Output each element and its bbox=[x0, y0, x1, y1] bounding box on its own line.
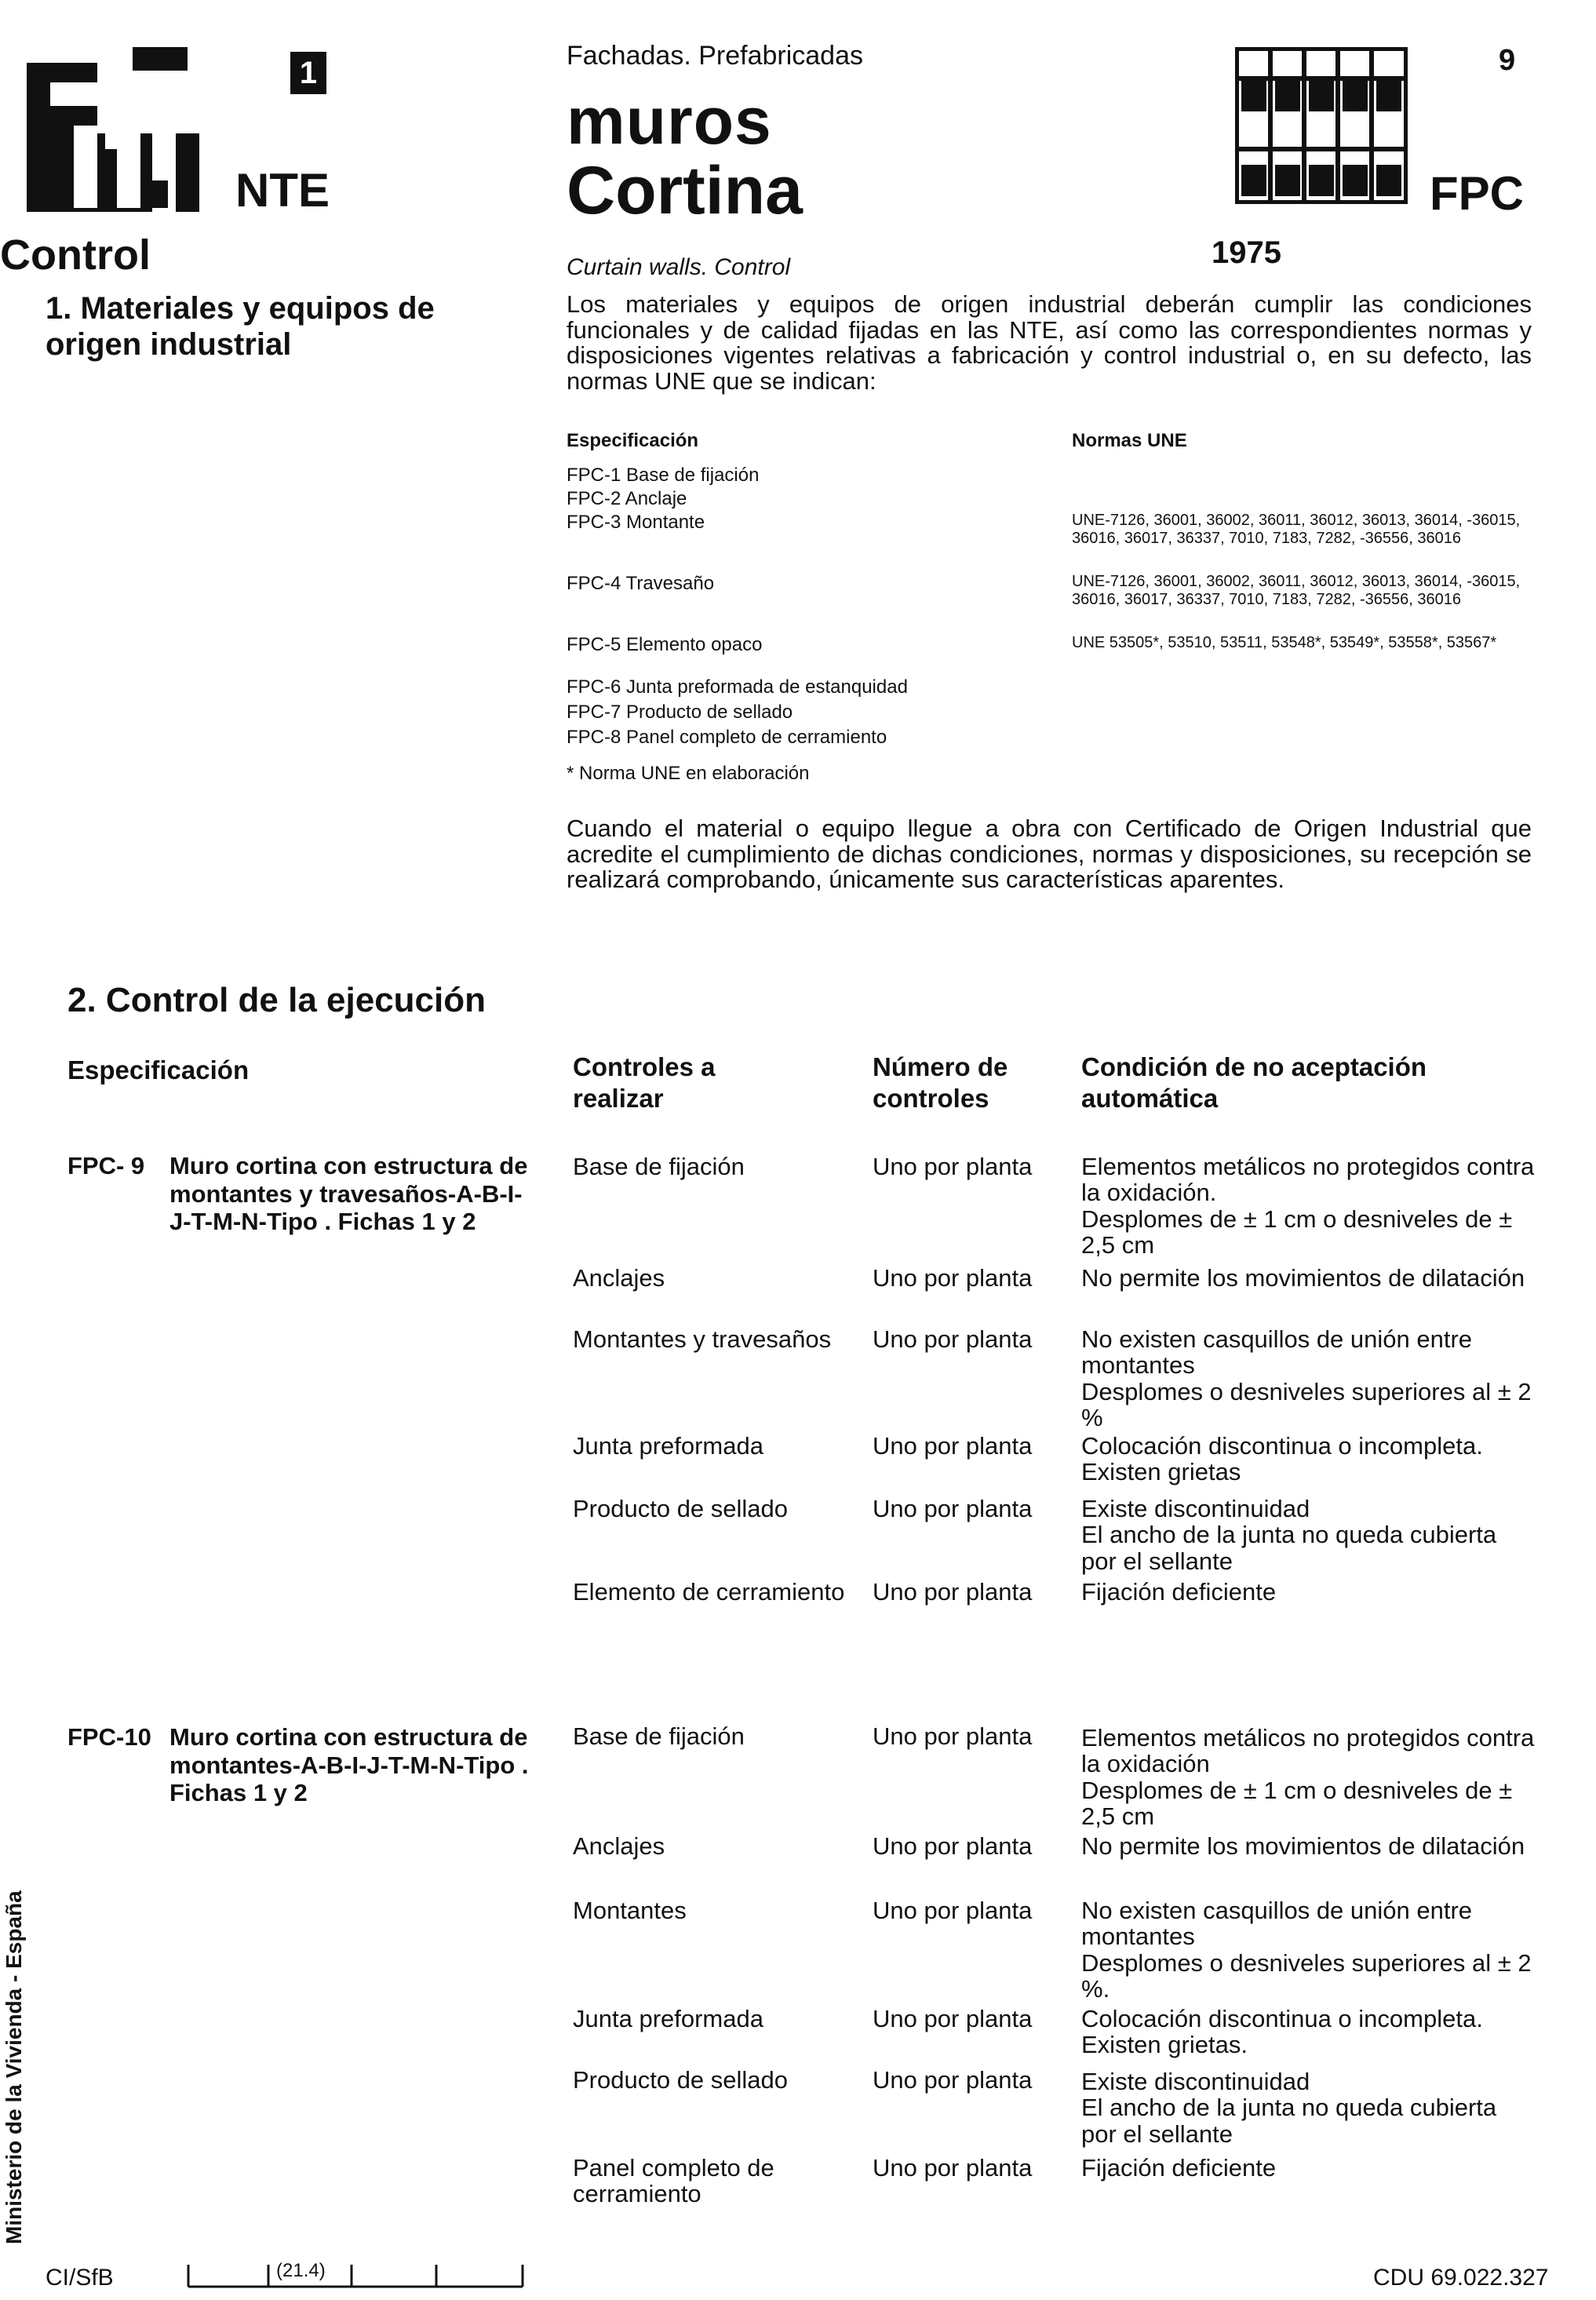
control-count: Uno por planta bbox=[873, 2066, 1033, 2094]
column-header-condition: Condición de no aceptación automática bbox=[1081, 1052, 1427, 1113]
control-item: Producto de sellado bbox=[573, 1495, 789, 1522]
rejection-condition: Fijación deficiente bbox=[1081, 1578, 1277, 1606]
control-count: Uno por planta bbox=[873, 1432, 1033, 1460]
control-item: Base de fijación bbox=[573, 1722, 745, 1750]
control-item: Junta preformada bbox=[573, 1432, 763, 1460]
spec-item: FPC-3 Montante bbox=[567, 512, 705, 533]
spec-item: FPC-6 Junta preformada de estanquidad bbox=[567, 676, 908, 698]
rejection-condition: Colocación discontinua o incompleta. Existen grietas. bbox=[1081, 2005, 1483, 2059]
rejection-condition: No existen casquillos de unión entre montantes Desplomes o desniveles superiores al ± 2 % bbox=[1081, 1325, 1532, 1432]
column-header-number: Número de controles bbox=[873, 1052, 1008, 1113]
norm-table-header: Normas UNE bbox=[1072, 430, 1187, 451]
section1-intro: Los materiales y equipos de origen industrial deberán cumplir las condiciones funcionales y de calidad fijadas en las NTE, así como las correspondientes normas y disposiciones vigentes relativas a fabricación y control industrial o, en su defecto, las normas UNE que se indican: bbox=[567, 290, 1532, 395]
control-item: Junta preformada bbox=[573, 2005, 763, 2032]
norm-item: UNE 53505*, 53510, 53511, 53548*, 53549*, 53558*, 53567* bbox=[1072, 634, 1497, 651]
spec-description: Muro cortina con estructura de montantes y travesaños-A-B-I-J-T-M-N-Tipo . Fichas 1 y 2 bbox=[169, 1152, 528, 1236]
rejection-condition: Existe discontinuidad El ancho de la junta no queda cubierta por el sellante bbox=[1081, 2068, 1497, 2148]
spec-description: Muro cortina con estructura de montantes-A-B-I-J-T-M-N-Tipo . Fichas 1 y 2 bbox=[169, 1723, 529, 1807]
spec-item: FPC-4 Travesaño bbox=[567, 573, 715, 594]
rejection-condition: Colocación discontinua o incompleta. Existen grietas bbox=[1081, 1432, 1483, 1486]
spec-item: FPC-1 Base de fijación bbox=[567, 465, 760, 486]
nte-logo bbox=[27, 47, 199, 212]
column-header-controls: Controles a realizar bbox=[573, 1052, 716, 1113]
control-count: Uno por planta bbox=[873, 2005, 1033, 2032]
norm-item: UNE-7126, 36001, 36002, 36011, 36012, 36013, 36014, -36015, 36016, 36017, 36337, 7010, 7183, 7282, -36556, 36016 bbox=[1072, 512, 1521, 547]
spec-item: FPC-5 Elemento opaco bbox=[567, 634, 763, 655]
control-item: Panel completo de cerramiento bbox=[573, 2154, 774, 2208]
section-label-control: Control bbox=[0, 231, 151, 279]
control-count: Uno por planta bbox=[873, 1722, 1033, 1750]
norm-footnote: * Norma UNE en elaboración bbox=[567, 763, 810, 784]
control-item: Base de fijación bbox=[573, 1153, 745, 1180]
rejection-condition: No permite los movimientos de dilatación bbox=[1081, 1832, 1525, 1860]
section2-heading: 2. Control de la ejecución bbox=[67, 981, 486, 1019]
spec-code: FPC-10 bbox=[67, 1723, 151, 1751]
control-item: Montantes y travesaños bbox=[573, 1325, 832, 1353]
rejection-condition: No permite los movimientos de dilatación bbox=[1081, 1264, 1525, 1292]
cisfb-label: CI/SfB bbox=[46, 2265, 114, 2291]
rejection-condition: Fijación deficiente bbox=[1081, 2154, 1277, 2182]
rejection-condition: No existen casquillos de unión entre montantes Desplomes o desniveles superiores al ± 2 %. bbox=[1081, 1897, 1532, 2003]
year-label: 1975 bbox=[1212, 235, 1281, 270]
logo-badge: 1 bbox=[290, 52, 326, 94]
certificate-paragraph: Cuando el material o equipo llegue a obra con Certificado de Origen Industrial que acredite el cumplimiento de dichas condiciones, normas y disposiciones, su recepción se realizará comprobando, únicamente sus características aparentes. bbox=[567, 815, 1532, 894]
spec-table-header: Especificación bbox=[567, 430, 699, 451]
control-count: Uno por planta bbox=[873, 1495, 1033, 1522]
control-count: Uno por planta bbox=[873, 2154, 1033, 2182]
control-item: Elemento de cerramiento bbox=[573, 1578, 845, 1606]
ministry-vertical-label: Ministerio de la Vivienda - España bbox=[2, 1890, 26, 2244]
title-cortina: Cortina bbox=[567, 153, 803, 228]
title-muros: muros bbox=[567, 84, 772, 158]
column-header-spec: Especificación bbox=[67, 1055, 250, 1084]
cdu-code: CDU 69.022.327 bbox=[1373, 2265, 1549, 2291]
spec-code: FPC- 9 bbox=[67, 1152, 145, 1179]
control-count: Uno por planta bbox=[873, 1897, 1033, 1924]
fpc-code: FPC bbox=[1430, 167, 1524, 220]
control-item: Anclajes bbox=[573, 1264, 665, 1292]
control-item: Anclajes bbox=[573, 1832, 665, 1860]
control-count: Uno por planta bbox=[873, 1832, 1033, 1860]
page-number: 9 bbox=[1499, 44, 1516, 77]
rejection-condition: Existe discontinuidad El ancho de la junta no queda cubierta por el sellante bbox=[1081, 1495, 1497, 1575]
spec-item: FPC-8 Panel completo de cerramiento bbox=[567, 727, 887, 748]
section1-heading: 1. Materiales y equipos de origen industrial bbox=[46, 291, 435, 362]
fpc-grid-icon bbox=[1235, 47, 1408, 204]
subtitle-english: Curtain walls. Control bbox=[567, 254, 791, 280]
control-item: Montantes bbox=[573, 1897, 687, 1924]
rejection-condition: Elementos metálicos no protegidos contra la oxidación. Desplomes de ± 1 cm o desniveles de ± 2,5 cm bbox=[1081, 1153, 1535, 1259]
control-count: Uno por planta bbox=[873, 1578, 1033, 1606]
norm-item: UNE-7126, 36001, 36002, 36011, 36012, 36013, 36014, -36015, 36016, 36017, 36337, 7010, 7183, 7282, -36556, 36016 bbox=[1072, 573, 1521, 608]
control-item: Producto de sellado bbox=[573, 2066, 789, 2094]
category-label: Fachadas. Prefabricadas bbox=[567, 41, 863, 71]
nte-label: NTE bbox=[235, 164, 330, 217]
control-count: Uno por planta bbox=[873, 1325, 1033, 1353]
spec-item: FPC-7 Producto de sellado bbox=[567, 702, 793, 723]
cisfb-code: (21.4) bbox=[276, 2260, 326, 2281]
rejection-condition: Elementos metálicos no protegidos contra la oxidación Desplomes de ± 1 cm o desniveles de ± 2,5 cm bbox=[1081, 1724, 1535, 1831]
nte-logo-icon bbox=[27, 47, 199, 212]
control-count: Uno por planta bbox=[873, 1153, 1033, 1180]
cisfb-bracket bbox=[187, 2260, 524, 2288]
spec-item: FPC-2 Anclaje bbox=[567, 488, 687, 509]
control-count: Uno por planta bbox=[873, 1264, 1033, 1292]
